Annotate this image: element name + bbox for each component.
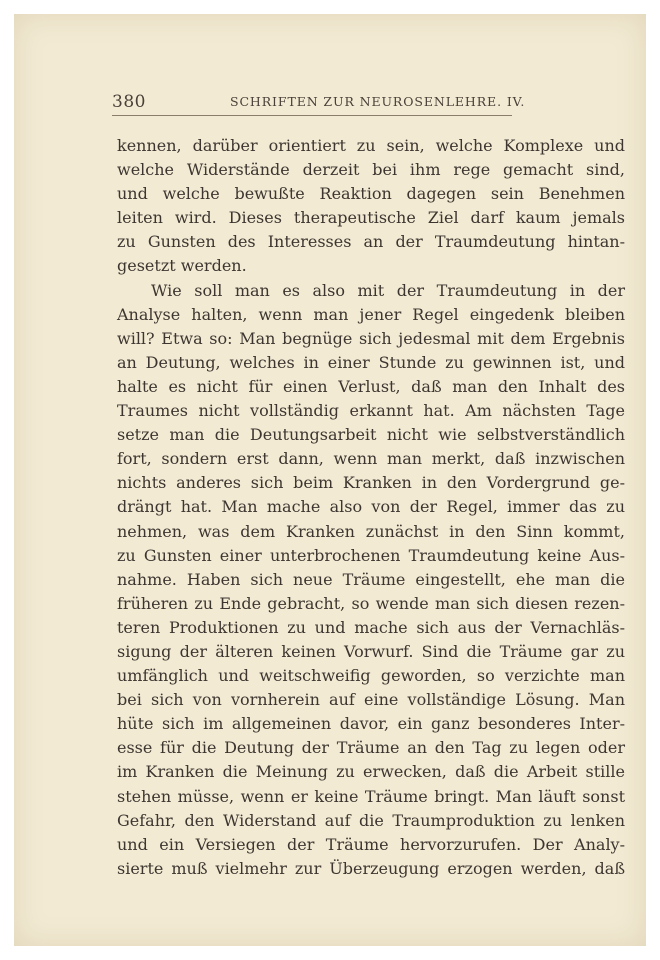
paragraph-start-line: Wie soll man es also mit der Traumdeutung in der bbox=[151, 280, 625, 300]
text-line: drängt hat. Man mache also von der Regel, immer das zu bbox=[117, 497, 625, 517]
text-line: esse für die Deutung der Träume an den Tag zu legen oder bbox=[117, 738, 625, 758]
text-line: setze man die Deutungsarbeit nicht wie selbstverständlich bbox=[117, 425, 625, 445]
text-line: fort, sondern erst dann, wenn man merkt, daß inzwischen bbox=[117, 449, 625, 469]
text-line: nehmen, was dem Kranken zunächst in den Sinn kommt, bbox=[117, 521, 625, 541]
text-line: welche Widerstände derzeit bei ihm rege gemacht sind, bbox=[117, 160, 625, 180]
text-line: stehen müsse, wenn er keine Träume bringt. Man läuft sonst bbox=[117, 786, 625, 806]
text-line: sigung der älteren keinen Vorwurf. Sind die Träume gar zu bbox=[117, 641, 625, 661]
text-line: an Deutung, welches in einer Stunde zu gewinnen ist, und bbox=[117, 352, 625, 372]
header-rule bbox=[112, 115, 512, 116]
body-text bbox=[117, 134, 625, 881]
text-line: früheren zu Ende gebracht, so wende man sich diesen rezen- bbox=[117, 593, 625, 613]
text-line: Gefahr, den Widerstand auf die Traumproduktion zu lenken bbox=[117, 810, 625, 830]
text-line: nahme. Haben sich neue Träume eingestellt, ehe man die bbox=[117, 569, 625, 589]
text-line: umfänglich und weitschweifig geworden, so verzichte man bbox=[117, 666, 625, 686]
page-number: 380 bbox=[112, 92, 146, 112]
text-line: bei sich von vornherein auf eine vollständige Lösung. Man bbox=[117, 690, 625, 710]
text-line: zu Gunsten einer unterbrochenen Traumdeutung keine Aus- bbox=[117, 545, 625, 565]
text-line: hüte sich im allgemeinen davor, ein ganz besonderes Inter- bbox=[117, 714, 625, 734]
text-line: kennen, darüber orientiert zu sein, welche Komplexe und bbox=[117, 136, 625, 155]
book-page bbox=[14, 14, 646, 946]
text-line: im Kranken die Meinung zu erwecken, daß die Arbeit stille bbox=[117, 762, 625, 782]
text-line: Analyse halten, wenn man jener Regel eingedenk bleiben bbox=[117, 304, 625, 324]
text-line: teren Produktionen zu und mache sich aus der Vernachläs- bbox=[117, 617, 625, 637]
text-line: Traumes nicht vollständig erkannt hat. Am nächsten Tage bbox=[117, 401, 625, 421]
text-line: leiten wird. Dieses therapeutische Ziel darf kaum jemals bbox=[117, 208, 625, 228]
text-line: will? Etwa so: Man begnüge sich jedesmal mit dem Ergebnis bbox=[117, 328, 625, 348]
text-line: zu Gunsten des Interesses an der Traumdeutung hintan- bbox=[117, 232, 625, 252]
paragraph-end-line: gesetzt werden. bbox=[117, 256, 247, 276]
text-line: nichts anderes sich beim Kranken in den Vordergrund ge- bbox=[117, 473, 625, 493]
text-line: halte es nicht für einen Verlust, daß man den Inhalt des bbox=[117, 376, 625, 396]
text-line: und ein Versiegen der Träume hervorzurufen. Der Analy- bbox=[117, 834, 625, 854]
page-header bbox=[112, 92, 624, 118]
text-line: sierte muß vielmehr zur Überzeugung erzogen werden, daß bbox=[117, 858, 625, 878]
text-line: und welche bewußte Reaktion dagegen sein Benehmen bbox=[117, 184, 625, 204]
running-head: SCHRIFTEN ZUR NEUROSENLEHRE. IV. bbox=[230, 94, 526, 109]
